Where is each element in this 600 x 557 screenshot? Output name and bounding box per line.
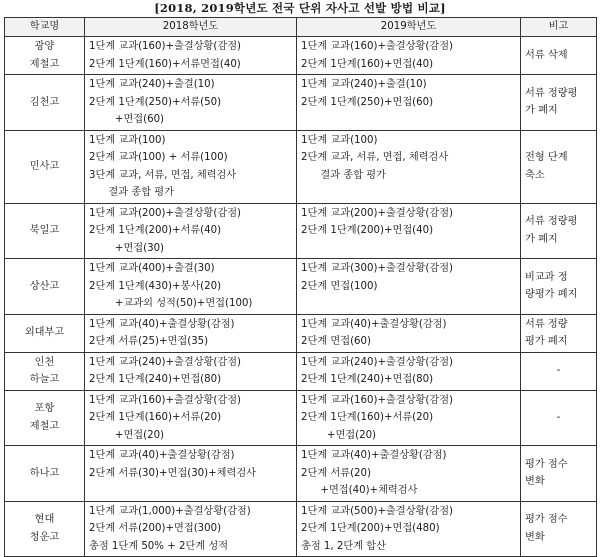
plan-2019-line: +면접(20): [301, 429, 377, 441]
school-name: [5, 130, 85, 203]
plan-2019-line: 2단계 1단계(200)+면접(40): [301, 225, 434, 236]
plan-2018-line: +면접(60): [89, 114, 165, 125]
note-cell: [521, 390, 597, 446]
plan-2018-line: 1단계 교과(200)+출결상황(감점): [89, 207, 242, 219]
header-row: [5, 18, 597, 37]
plan-2019: [297, 501, 521, 557]
plan-2018-line: 2단계 1단계(160)+서류면접(40): [89, 58, 241, 70]
plan-2019-line: 1단계 교과(240)+출결상황(감점): [301, 356, 454, 368]
plan-2018-line: +면접(20): [89, 429, 165, 441]
school-name-line: 외대부고: [24, 327, 65, 339]
plan-2018-line: 2단계 1단계(240)+면접(80): [89, 374, 222, 385]
table-row: [5, 259, 597, 315]
note-cell-line: 평가 점수: [525, 458, 568, 470]
school-name-line: 하나고: [29, 467, 60, 479]
note-cell: [521, 259, 597, 315]
plan-2018-line: 2단계 1단계(250)+서류(50): [89, 96, 222, 108]
school-name: [5, 37, 85, 75]
school-name-line: 포항: [34, 403, 55, 415]
plan-2018-line: 결과 종합 평가: [89, 187, 174, 198]
comparison-table: [4, 17, 597, 557]
table-row: [5, 314, 597, 352]
plan-2018-line: 1단계 교과(1,000)+출결상황(감점): [89, 505, 251, 517]
note-cell-line: 비교과 정: [525, 271, 568, 283]
note-cell-line: 평가 폐지: [525, 336, 568, 347]
note-cell: [521, 203, 597, 259]
note-cell-line: 가 폐지: [525, 233, 558, 245]
note-cell-line: 축소: [525, 169, 545, 181]
plan-2018-line: 1단계 교과(240)+출결(10): [89, 79, 215, 90]
plan-2018-line: 2단계 1단계(200)+서류(40): [89, 225, 222, 236]
school-name: [5, 352, 85, 390]
plan-2018-line: 3단계 교과, 서류, 면접, 체력검사: [89, 169, 237, 181]
plan-2018-line: 2단계 서류(25)+면접(35): [89, 336, 209, 347]
note-cell-line: 서류 정량: [525, 318, 568, 330]
table-row: [5, 390, 597, 446]
plan-2019-line: +면접(40)+체력검사: [301, 485, 418, 496]
plan-2019-line: 2단계 1단계(160)+면접(40): [301, 58, 434, 70]
plan-2018: [85, 203, 297, 259]
plan-2019-line: 1단계 교과(40)+출결상황(감점): [301, 318, 447, 330]
school-name-line: 인천: [34, 356, 55, 368]
plan-2019-line: 결과 종합 평가: [301, 169, 386, 181]
plan-2019-line: 2단계 교과, 서류, 면접, 체력검사: [301, 152, 449, 163]
table-row: [5, 501, 597, 557]
note-cell: [521, 352, 597, 390]
note-cell-line: -: [556, 365, 561, 377]
plan-2019-line: 2단계 서류(20): [301, 467, 371, 479]
school-name: [5, 501, 85, 557]
plan-2019: [297, 203, 521, 259]
plan-2018-line: 1단계 교과(240)+출결상황(감점): [89, 356, 242, 368]
plan-2019: [297, 75, 521, 131]
table-row: [5, 37, 597, 75]
school-name-line: 하늘고: [29, 374, 60, 385]
plan-2019: [297, 446, 521, 502]
table-body: [5, 37, 597, 557]
plan-2018-line: +교과외 성적(50)+면접(100): [89, 298, 253, 309]
plan-2019-line: 2단계 1단계(200)+면접(480): [301, 523, 440, 534]
plan-2019: [297, 352, 521, 390]
plan-2018-line: 2단계 서류(30)+면접(30)+체력검사: [89, 467, 257, 479]
plan-2019-line: 2단계 면접(60): [301, 336, 371, 347]
note-cell-line: 전형 단계: [525, 152, 568, 163]
plan-2018: [85, 314, 297, 352]
note-cell: [521, 130, 597, 203]
plan-2018: [85, 352, 297, 390]
school-name-line: 북일고: [29, 225, 60, 236]
plan-2018-line: 2단계 서류(200)+면접(300): [89, 523, 222, 534]
table-row: [5, 75, 597, 131]
plan-2019: [297, 259, 521, 315]
table-row: [5, 203, 597, 259]
plan-2018-line: 총점 1단계 50% + 2단계 성적: [89, 540, 229, 552]
header-school: 학교명: [5, 18, 85, 37]
note-cell: [521, 446, 597, 502]
school-name-line: 광양: [34, 41, 55, 52]
plan-2018-line: 2단계 교과(100) + 서류(100): [89, 152, 228, 163]
school-name: [5, 203, 85, 259]
school-name: [5, 314, 85, 352]
school-name-line: 민사고: [29, 160, 60, 172]
school-name-line: 청운고: [29, 531, 60, 543]
note-cell: [521, 37, 597, 75]
plan-2019: [297, 130, 521, 203]
plan-2018: [85, 37, 297, 75]
plan-2018: [85, 259, 297, 315]
plan-2018-line: +면접(30): [89, 242, 165, 254]
plan-2019-line: 총점 1, 2단계 합산: [301, 540, 386, 552]
plan-2019: [297, 390, 521, 446]
school-name-line: 제철고: [29, 420, 60, 432]
note-cell: [521, 314, 597, 352]
school-name: [5, 390, 85, 446]
plan-2018: [85, 446, 297, 502]
plan-2019-line: 1단계 교과(240)+출결(10): [301, 79, 427, 90]
school-name: [5, 75, 85, 131]
note-cell: [521, 501, 597, 557]
table-row: [5, 352, 597, 390]
plan-2019-line: 1단계 교과(100): [301, 134, 378, 146]
plan-2018-line: 1단계 교과(100): [89, 134, 166, 146]
school-name: [5, 446, 85, 502]
note-cell: [521, 75, 597, 131]
note-cell-line: 량평가 폐지: [525, 289, 578, 301]
plan-2018: [85, 390, 297, 446]
plan-2019-line: 1단계 교과(160)+출결상황(감점): [301, 41, 454, 52]
plan-2019-line: 2단계 1단계(240)+면접(80): [301, 374, 434, 385]
plan-2018-line: 1단계 교과(400)+출결(30): [89, 263, 215, 274]
plan-2018-line: 1단계 교과(160)+출결상황(감점): [89, 394, 242, 406]
table-row: [5, 130, 597, 203]
plan-2019-line: 1단계 교과(500)+출결상황(감점): [301, 505, 454, 517]
note-cell-line: 변화: [525, 476, 545, 488]
plan-2019: [297, 314, 521, 352]
plan-2018-line: 1단계 교과(40)+출결상황(감점): [89, 318, 235, 330]
school-name-line: 김천고: [29, 96, 60, 108]
plan-2018: [85, 75, 297, 131]
plan-2018: [85, 501, 297, 557]
plan-2019: [297, 37, 521, 75]
note-cell-line: 가 폐지: [525, 105, 558, 117]
school-name: [5, 259, 85, 315]
note-cell-line: 서류 삭제: [525, 49, 568, 61]
table-title: [2018, 2019학년도 전국 단위 자사고 선발 방법 비교]: [154, 1, 446, 15]
note-cell-line: 평가 점수: [525, 514, 568, 526]
plan-2019-line: 1단계 교과(200)+출결상황(감점): [301, 207, 454, 219]
table-row: [5, 446, 597, 502]
plan-2019-line: 2단계 1단계(250)+면접(60): [301, 96, 434, 108]
plan-2018-line: 1단계 교과(160)+출결상황(감점): [89, 41, 242, 52]
plan-2018: [85, 130, 297, 203]
plan-2018-line: 2단계 1단계(430)+봉사(20): [89, 280, 222, 292]
header-2018: 2018학년도: [85, 18, 297, 37]
note-cell-line: 서류 정량평: [525, 216, 578, 228]
plan-2019-line: 1단계 교과(40)+출결상황(감점): [301, 450, 447, 461]
plan-2019-line: 1단계 교과(300)+출결상황(감점): [301, 263, 454, 274]
header-2019: 2019학년도: [297, 18, 521, 37]
plan-2019-line: 2단계 1단계(160)+서류(20): [301, 412, 434, 423]
school-name-line: 제철고: [29, 58, 60, 70]
plan-2018-line: 2단계 1단계(160)+서류(20): [89, 412, 222, 423]
note-cell-line: 서류 정량평: [525, 87, 578, 99]
plan-2019-line: 1단계 교과(160)+출결상황(감점): [301, 394, 454, 406]
school-name-line: 상산고: [29, 280, 60, 292]
note-cell-line: 변화: [525, 531, 545, 543]
school-name-line: 현대: [34, 514, 55, 526]
header-note: 비고: [521, 18, 597, 37]
note-cell-line: -: [556, 412, 561, 423]
plan-2019-line: 2단계 면접(100): [301, 280, 378, 292]
plan-2018-line: 1단계 교과(40)+출결상황(감점): [89, 450, 235, 461]
